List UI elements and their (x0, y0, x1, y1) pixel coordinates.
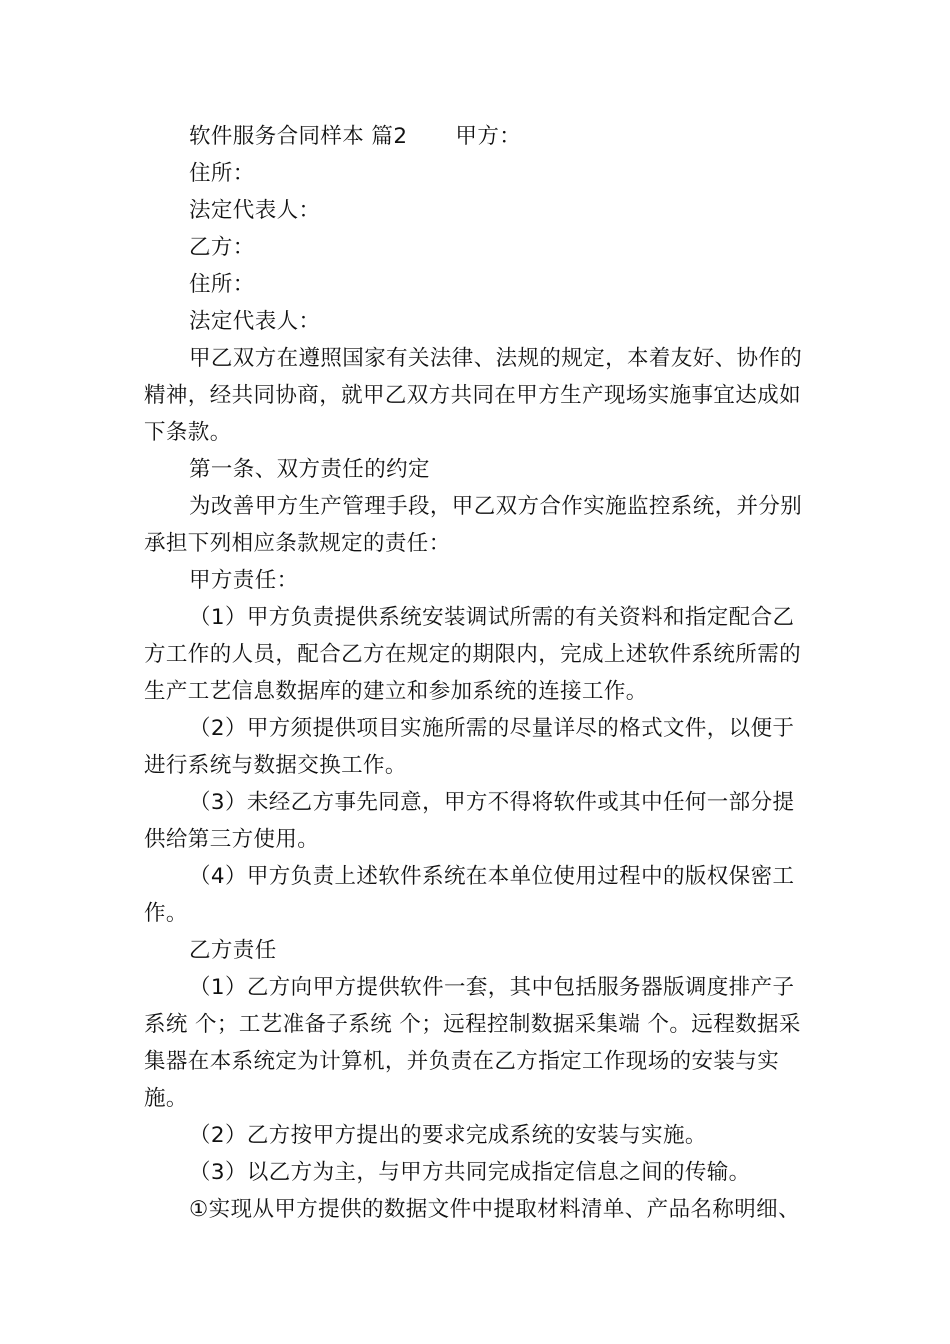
paragraph-preamble: 甲乙双方在遵照国家有关法律、法规的规定，本着友好、协作的精神，经共同协商，就甲乙双方共同在甲方生产现场实施事宜达成如下条款。 (144, 346, 803, 445)
party-a-label: 甲方： (455, 124, 522, 149)
paragraph-address-a: 住所： (189, 161, 255, 186)
party-b-duty-3: （3）以乙方为主，与甲方共同完成指定信息之间的传输。 (189, 1160, 751, 1185)
paragraph-purpose: 为改善甲方生产管理手段，甲乙双方合作实施监控系统，并分别承担下列相应条款规定的责任： (144, 494, 803, 556)
paragraph-legal-rep-a: 法定代表人： (189, 198, 321, 223)
heading-line (144, 118, 814, 155)
party-b-duties-title: 乙方责任 (189, 938, 277, 963)
party-b-duty-2: （2）乙方按甲方提出的要求完成系统的安装与实施。 (189, 1123, 707, 1148)
paragraph-address-b: 住所： (189, 272, 255, 297)
party-b-duty-3-item-1: ①实现从甲方提供的数据文件中提取材料清单、产品名称明细、 (189, 1197, 800, 1222)
party-b-duty-1: （1）乙方向甲方提供软件一套，其中包括服务器版调度排产子系统 个；工艺准备子系统 个；远程控制数据采集端 个。远程数据采集器在本系统定为计算机，并负责在乙方指定工作现场的安装与实施。 (144, 975, 801, 1111)
party-a-duties-title: 甲方责任： (189, 568, 299, 593)
document-heading: 软件服务合同样本 篇2 (189, 124, 408, 149)
paragraph-legal-rep-b: 法定代表人： (189, 309, 321, 334)
paragraph-party-b: 乙方： (189, 235, 255, 260)
party-a-duty-4: （4）甲方负责上述软件系统在本单位使用过程中的版权保密工作。 (144, 864, 795, 926)
party-a-duty-2: （2）甲方须提供项目实施所需的尽量详尽的格式文件，以便于进行系统与数据交换工作。 (144, 716, 795, 778)
document-body (144, 118, 814, 1228)
party-a-duty-3: （3）未经乙方事先同意，甲方不得将软件或其中任何一部分提供给第三方使用。 (144, 790, 795, 852)
article-one-title: 第一条、双方责任的约定 (189, 457, 430, 482)
party-a-duty-1: （1）甲方负责提供系统安装调试所需的有关资料和指定配合乙方工作的人员，配合乙方在规定的期限内，完成上述软件系统所需的生产工艺信息数据库的建立和参加系统的连接工作。 (144, 605, 802, 704)
